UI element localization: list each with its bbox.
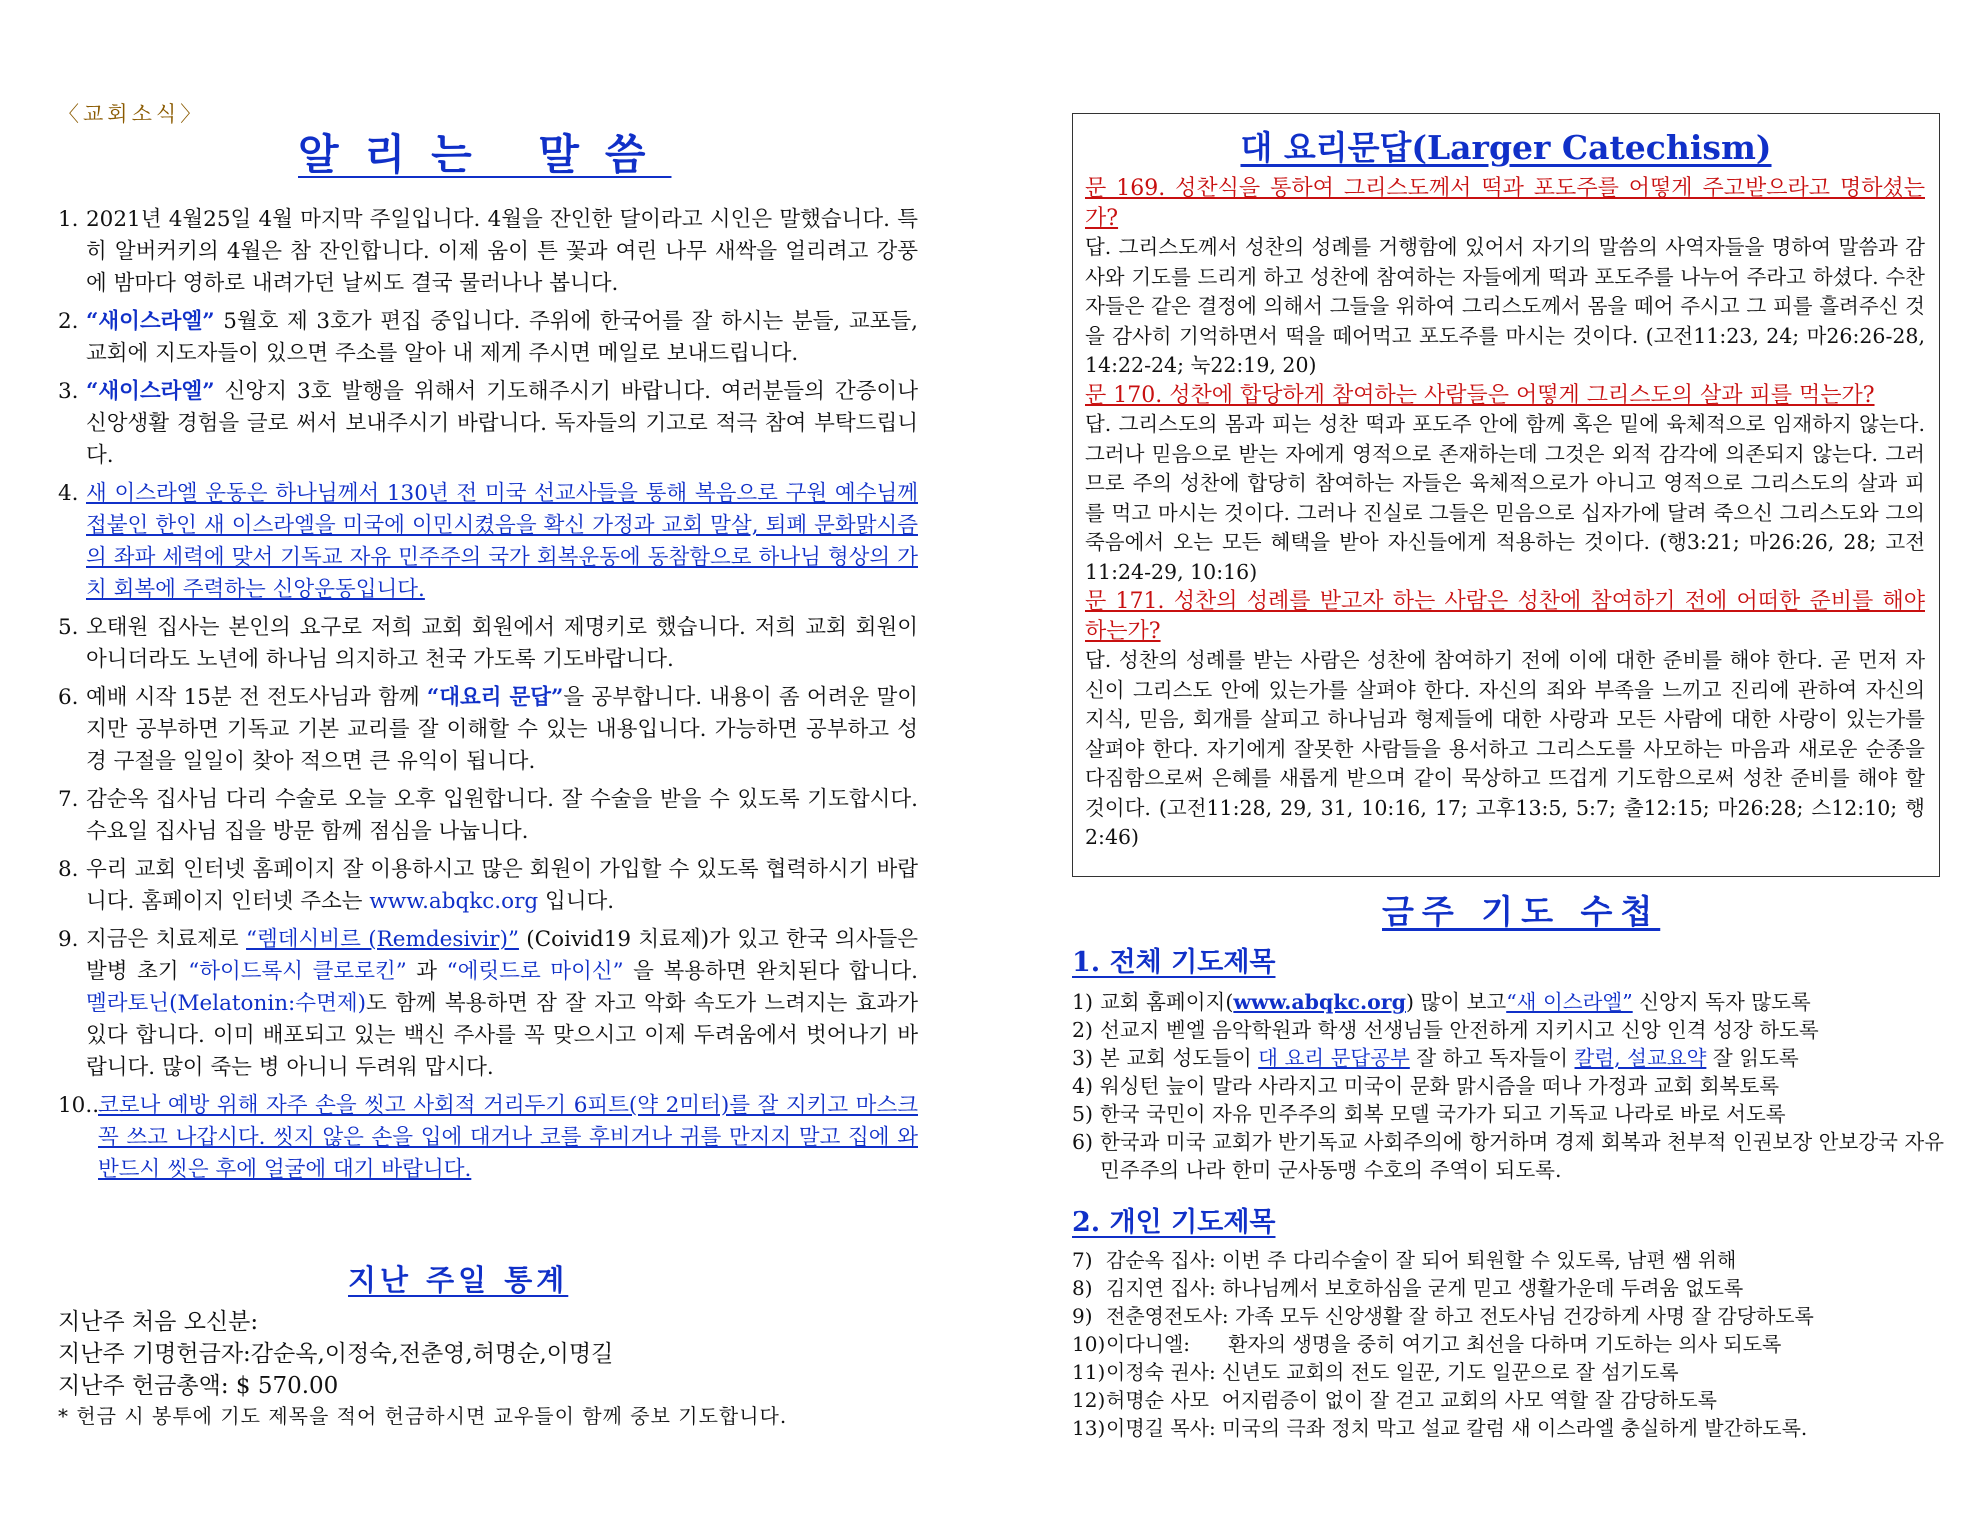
item-number: 13) [1072,1416,1106,1440]
magazine-name: “새이스라엘” [86,379,215,404]
answer: 답. 그리스도께서 성찬의 성례를 거행함에 있어서 자기의 말씀의 사역자들을 명하여 말씀과 감사와 기도를 드리게 하고 성찬에 참여하는 자들에게 떡과 포도주를 나누어 주라고 하셨다. 수찬자들은 같은 결정에 의해서 그들을 위하여 그리스도께서 몸을 떼어 주시고 그 피를 흘려주신 것을 감사히 기억하면서 떡을 떼어먹고 포도주를 마시는 것이다. (고전11:23, 24; 마26:26-28, 14:22-24; 눅22:19, 20) [1085,235,1925,377]
stats-note: * 헌금 시 봉투에 기도 제목을 적어 헌금하시면 교우들이 함께 중보 기도합니다. [58,1404,788,1428]
item-number: 10) [1072,1332,1106,1356]
item-number: 9. [58,927,79,952]
item-text: 코로나 예방 위해 자주 손을 씻고 사회적 거리두기 6피트(약 2미터)를 잘 지키고 마스크 꼭 쓰고 나갑시다. 씻지 않은 손을 입에 대거나 코를 후비거나 귀를 만지지 말고 집에 와 반드시 씻은 후에 얼굴에 대기 바랍니다. [98,1093,918,1182]
item-number: 10.. [58,1093,100,1118]
prayer-item [1072,1044,1952,1072]
prayer-item [1072,1302,1952,1330]
stats-line: 지난주 처음 오신분: [58,1309,259,1335]
catechism-title: 대 요리문답(Larger Catechism) [1240,128,1772,167]
study-name: 대 요리 문답공부 [1258,1046,1410,1070]
item-number: 1. [58,207,79,232]
item-number: 9) [1072,1304,1093,1328]
question: 문 171. 성찬의 성례를 받고자 하는 사람은 성찬에 참여하기 전에 어떠한 준비를 해야 하는가? [1085,589,1925,644]
item-text: 허명순 사모 어지럼증이 없이 잘 걷고 교회의 사모 역할 잘 감당하도록 [1106,1388,1717,1412]
homepage-link[interactable]: www.abqkc.org [369,889,539,914]
item-number: 4. [58,481,79,506]
item-number: 2) [1072,1018,1094,1042]
prayer-item [1072,1246,1952,1274]
page-title: 알리는 말씀 [298,130,672,179]
homepage-link[interactable]: www.abqkc.org [1233,990,1406,1014]
item-number: 8. [58,857,79,882]
item-number: 11) [1072,1360,1106,1384]
item-text: 이다니엘: 환자의 생명을 중히 여기고 최선을 다하며 기도하는 의사 되도록 [1106,1332,1782,1356]
announcement-item [58,784,918,848]
item-text: 오태원 집사는 본인의 요구로 저희 교회 회원에서 제명키로 했습니다. 저희 교회 회원이 아니더라도 노년에 하나님 의지하고 천국 가도록 기도바랍니다. [86,615,918,672]
prayer-item [1072,1358,1952,1386]
prayer-item [1072,1128,1952,1184]
item-text: 신앙지 3호 발행을 위해서 기도해주시기 바랍니다. 여러분들의 간증이나 신앙생활 경험을 글로 써서 보내주시기 바랍니다. 독자들의 기고로 적극 참여 부탁드립니다. [86,379,918,468]
announcement-item [58,478,918,606]
item-text: (Coivid19 치료제)가 있고 한국 의사들은 발병 초기 [86,927,919,984]
item-text: 도 함께 복용하면 잠 잘 자고 악화 속도가 느려지는 효과가 있다 합니다. 이미 배포되고 있는 백신 주사를 꼭 맞으시고 이제 두려움에서 벗어나기 바랍니다. 많이 죽는 병 아니니 두려워 맙시다. [86,991,918,1080]
item-text: 본 교회 성도들이 [1100,1046,1259,1070]
item-text: 이정숙 권사: 신년도 교회의 전도 일꾼, 기도 일꾼으로 잘 섬기도록 [1106,1360,1679,1384]
item-text: 감순옥 집사: 이번 주 다리수술이 잘 되어 퇴원할 수 있도록, 남편 쌤 위해 [1106,1248,1737,1272]
item-text: 을 복용하면 완치된다 합니다. [623,959,918,984]
item-number: 7. [58,787,79,812]
item-number: 2. [58,309,79,334]
personal-prayer-list [1072,1246,1952,1442]
announcement-item [58,306,918,370]
item-text: 신앙지 독자 많도록 [1632,990,1811,1014]
announcement-item [58,376,918,472]
drug-name: “렘데시비르 (Remdesivir)” [246,927,519,952]
item-number: 6) [1072,1130,1094,1154]
item-text: 김지연 집사: 하나님께서 보호하심을 굳게 믿고 생활가운데 두려움 없도록 [1106,1276,1744,1300]
magazine-name: “새이스라엘” [86,309,215,334]
item-text: 감순옥 집사님 다리 수술로 오늘 오후 입원합니다. 잘 수술을 받을 수 있도록 기도합시다. 수요일 집사님 집을 방문 함께 점심을 나눕니다. [86,787,918,844]
prayer-item [1072,1414,1952,1442]
item-number: 3) [1072,1046,1094,1070]
item-text: 2021년 4월25일 4월 마지막 주일입니다. 4월을 잔인한 달이라고 시인은 말했습니다. 특히 알버커키의 4월은 참 잔인합니다. 이제 움이 튼 꽃과 여린 나무 새싹을 얼리려고 강풍에 밤마다 영하로 내려가던 날씨도 결국 물러나나 봅니다. [86,207,918,296]
answer: 답. 성찬의 성례를 받는 사람은 성찬에 참여하기 전에 이에 대한 준비를 해야 한다. 곧 먼저 자신이 그리스도 안에 있는가를 살펴야 한다. 자신의 죄와 부족을 느끼고 진리에 관하여 자신의 지식, 믿음, 회개를 살피고 하나님과 형제들에 대한 사랑과 모든 사람에 대한 사랑이 있는가를 살펴야 한다. 자기에게 잘못한 사람들을 용서하고 그리스도를 사모하는 마음과 새로운 순종을 다짐함으로써 은혜를 새롭게 받으며 같이 묵상하고 뜨겁게 기도함으로써 성찬 준비를 해야 할 것이다. (고전11:28, 29, 31, 10:16, 17; 고후13:5, 5:7; 출12:15; 마26:28; 스12:10; 행2:46) [1085,648,1925,849]
item-number: 12) [1072,1388,1106,1412]
item-text: 선교지 벧엘 음악학원과 학생 선생님들 안전하게 지키시고 신앙 인격 성장 하도록 [1100,1018,1819,1042]
item-text: 이명길 목사: 미국의 극좌 정치 막고 설교 칼럼 새 이스라엘 충실하게 발간하도록. [1106,1416,1808,1440]
item-number: 6. [58,685,79,710]
announcement-list [58,204,918,1192]
prayer-item [1072,1330,1952,1358]
announcement-item [58,682,918,778]
item-text: 전춘영전도사: 가족 모두 신앙생활 잘 하고 전도사님 건강하게 사명 잘 감당하도록 [1106,1304,1814,1328]
stats-line: 지난주 기명헌금자:감순옥,이정숙,전춘영,허명순,이명길 [58,1341,614,1367]
item-text: 교회 홈페이지( [1100,990,1234,1014]
stats-block [58,1306,613,1402]
item-text: 한국과 미국 교회가 반기독교 사회주의에 항거하며 경제 회복과 천부적 인권보장 안보강국 자유 민주주의 나라 한미 군사동맹 수호의 주역이 되도록. [1100,1130,1944,1182]
item-text: 지금은 치료제로 [86,927,247,952]
item-text: 과 [406,959,447,984]
magazine-name: “새 이스라엘” [1506,990,1633,1014]
news-tag: 〈교회소식〉 [58,102,206,126]
prayer-item [1072,1274,1952,1302]
announcement-item [58,612,918,676]
item-text: ) 많이 보고 [1405,990,1507,1014]
item-text: 우리 교회 인터넷 홈페이지 잘 이용하시고 많은 회원이 가입할 수 있도록 협력하시기 바랍니다. 홈페이지 인터넷 주소는 [86,857,918,914]
section-title-general: 1. 전체 기도제목 [1072,947,1276,978]
announcement-item [58,204,918,300]
item-number: 5. [58,615,79,640]
prayer-item [1072,1016,1952,1044]
item-number: 4) [1072,1074,1094,1098]
stats-title: 지난 주일 통계 [348,1263,569,1297]
answer: 답. 그리스도의 몸과 피는 성찬 떡과 포도주 안에 함께 혹은 밑에 육체적으로 임재하지 않는다. 그러나 믿음으로 받는 자에게 영적으로 존재하는데 그것은 외적 감각에 의존되지 않는다. 그러므로 주의 성찬에 합당히 참여하는 자들은 육체적으로가 아니고 영적으로 그리스도의 살과 피를 먹고 마시는 것이다. 그러나 진실로 그들은 믿음으로 십자가에 달려 죽으신 그리스도와 그의 죽음에서 오는 모든 혜택을 받아 자신들에게 적용하는 것이다. (행3:21; 마26:26, 28; 고전11:24-29, 10:16) [1085,412,1925,584]
item-text: 5월호 제 3호가 편집 중입니다. 주위에 한국어를 잘 하시는 분들, 교포들, 교회에 지도자들이 있으면 주소를 알아 내 제게 주시면 메일로 보내드립니다. [86,309,918,366]
announcement-item [58,854,918,918]
item-text: 새 이스라엘 운동은 하나님께서 130년 전 미국 선교사들을 통해 복음으로 구원 예수님께 접붙인 한인 새 이스라엘을 미국에 이민시켰음을 확신 가정과 교회 말살, 퇴폐 문화맑시즘의 좌파 세력에 맞서 기독교 자유 민주주의 국가 회복운동에 동참함으로 하나님 형상의 가치 회복에 주력하는 신앙운동입니다. [86,481,918,602]
prayer-title: 금주 기도 수첩 [1382,892,1661,931]
item-text: 입니다. [538,889,615,914]
catechism-body [1085,174,1925,853]
drug-name: 멜라토닌(Melatonin:수면제) [86,991,366,1016]
item-number: 7) [1072,1248,1093,1272]
prayer-item [1072,988,1952,1016]
catechism-box [1072,113,1940,877]
item-text: 잘 읽도록 [1706,1046,1799,1070]
item-number: 1) [1072,990,1094,1014]
item-text: 잘 하고 독자들이 [1409,1046,1575,1070]
question: 문 169. 성찬식을 통하여 그리스도께서 떡과 포도주를 어떻게 주고받으라고 명하셨는가? [1085,176,1925,231]
general-prayer-list [1072,988,1952,1184]
drug-name: “에릿드로 마이신” [446,959,624,984]
column-name: 칼럼, 설교요약 [1574,1046,1707,1070]
stats-line: 지난주 헌금총액: $ 570.00 [58,1373,339,1399]
item-text: 워싱턴 늪이 말라 사라지고 미국이 문화 맑시즘을 떠나 가정과 교회 회복토록 [1100,1074,1780,1098]
prayer-item [1072,1100,1952,1128]
item-text: 한국 국민이 자유 민주주의 회복 모델 국가가 되고 기독교 나라로 바로 서도록 [1100,1102,1786,1126]
announcement-item [58,924,918,1084]
catechism-name: “대요리 문답” [426,685,564,710]
item-text: 예배 시작 15분 전 전도사님과 함께 [86,685,427,710]
prayer-item [1072,1386,1952,1414]
announcement-item [58,1090,918,1186]
item-number: 3. [58,379,79,404]
section-title-personal: 2. 개인 기도제목 [1072,1207,1276,1238]
item-number: 8) [1072,1276,1093,1300]
item-text: 을 공부합니다. 내용이 좀 어려운 말이지만 공부하면 기독교 기본 교리를 잘 이해할 수 있는 내용입니다. 가능하면 공부하고 성경 구절을 일일이 찾아 적으면 큰 유익이 됩니다. [86,685,918,774]
prayer-item [1072,1072,1952,1100]
question: 문 170. 성찬에 합당하게 참여하는 사람들은 어떻게 그리스도의 살과 피를 먹는가? [1085,382,1875,408]
drug-name: “하이드록시 클로로킨” [188,959,407,984]
item-number: 5) [1072,1102,1094,1126]
